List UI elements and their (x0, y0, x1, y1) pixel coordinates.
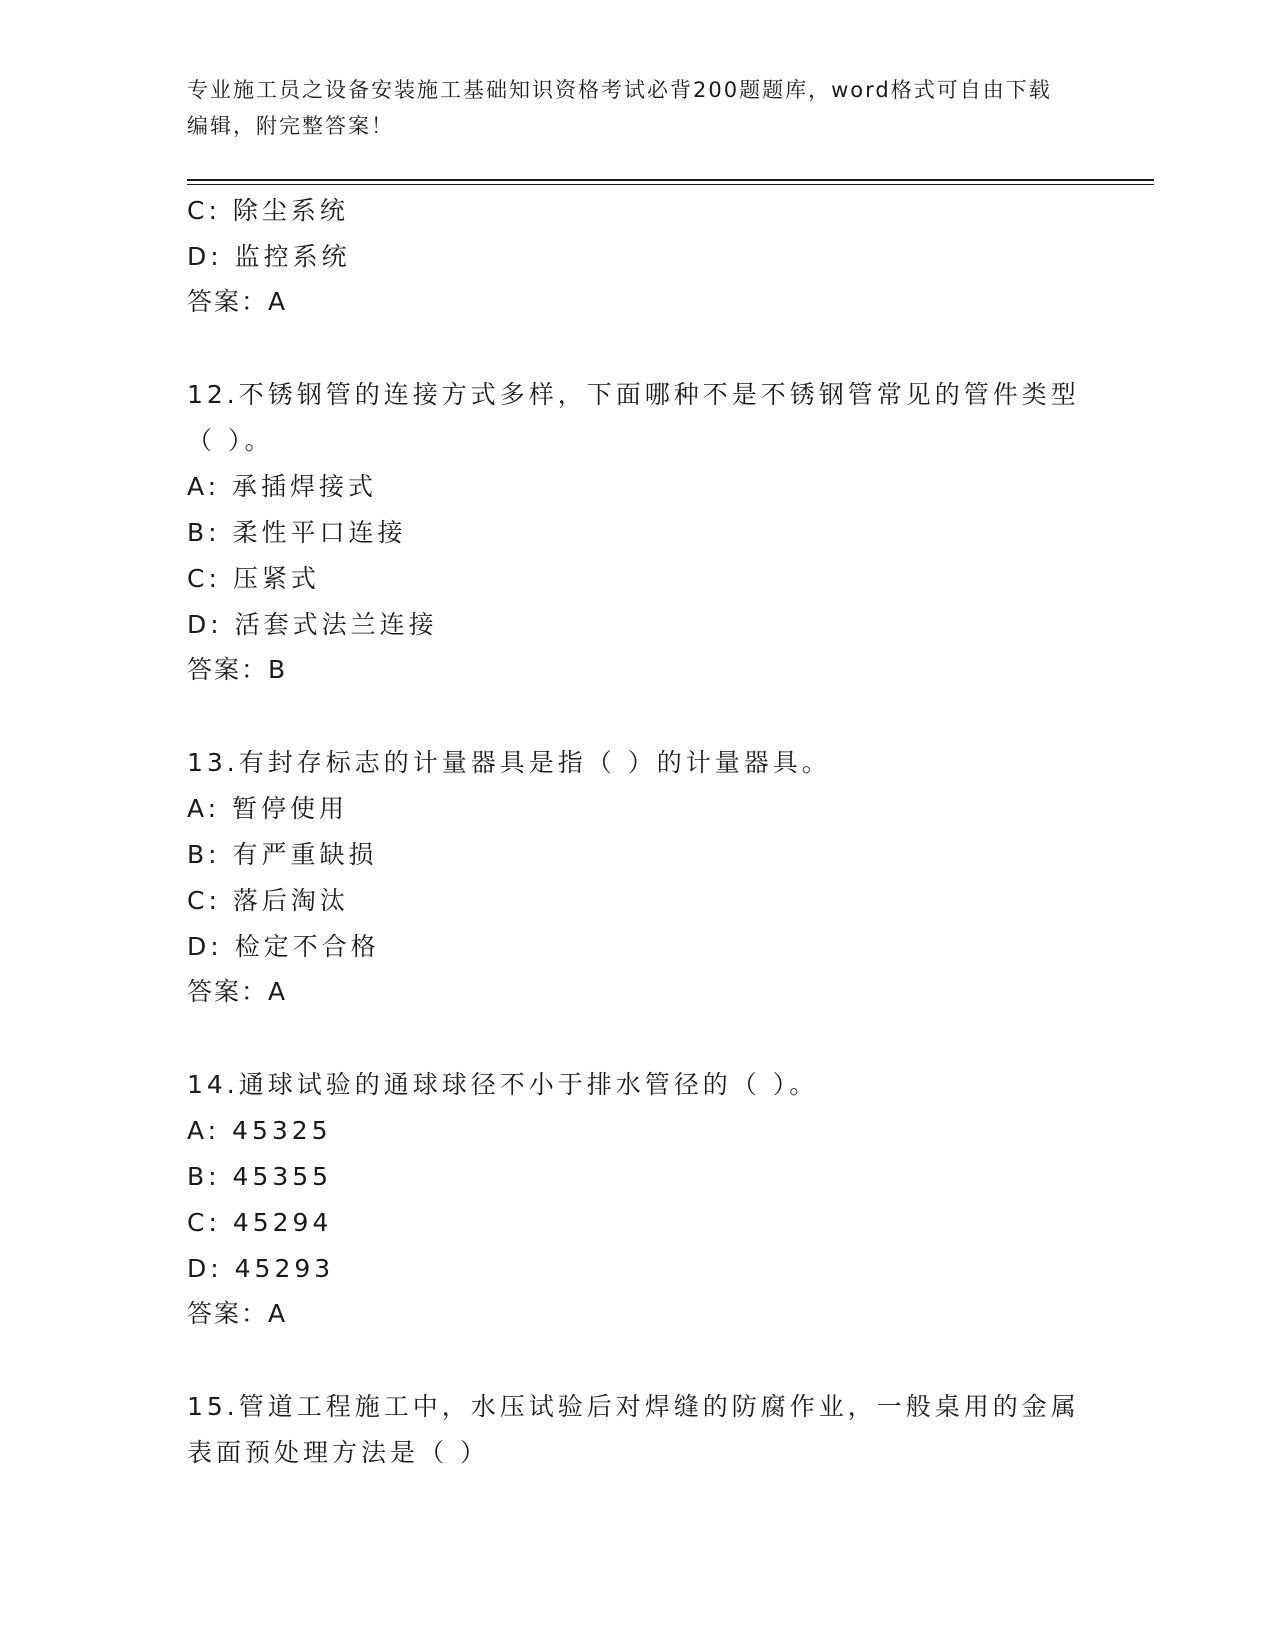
question-stem: 14.通球试验的通球球径不小于排水管径的（ ）。 (187, 1070, 819, 1099)
option-text: 活套式法兰连接 (234, 610, 438, 639)
option-text: 45355 (232, 1162, 333, 1191)
option-text: 45294 (232, 1208, 333, 1237)
answer-line: 答案：A (187, 1299, 288, 1328)
option-label: C: (187, 1208, 221, 1237)
option-label: D: (187, 610, 223, 639)
option-label: A: (187, 1116, 221, 1145)
header-divider-thick (187, 179, 1154, 181)
option-text: 柔性平口连接 (232, 518, 407, 547)
option-label: B: (187, 840, 221, 869)
option-text: 除尘系统 (232, 196, 349, 225)
option-c (187, 556, 1087, 602)
option-d (187, 1246, 1087, 1292)
question-stem: 15.管道工程施工中，水压试验后对焊缝的防腐作业，一般桌用的金属表面预处理方法是（ ） (187, 1392, 1080, 1467)
option-b (187, 832, 1087, 878)
option-label: B: (187, 1162, 221, 1191)
question-content (187, 188, 1087, 1476)
option-text: 检定不合格 (234, 932, 380, 961)
option-label: A: (187, 794, 221, 823)
option-c (187, 1200, 1087, 1246)
option-text: 监控系统 (234, 242, 351, 271)
answer-line: 答案：B (187, 655, 288, 684)
option-text: 承插焊接式 (232, 472, 378, 501)
option-label: C: (187, 196, 221, 225)
option-b (187, 510, 1087, 556)
option-a (187, 464, 1087, 510)
option-text: 落后淘汰 (232, 886, 349, 915)
option-label: D: (187, 1254, 223, 1283)
document-header: 专业施工员之设备安装施工基础知识资格考试必背200题题库，word格式可自由下载编辑，附完整答案！ (187, 78, 1052, 138)
option-text: 45293 (234, 1254, 335, 1283)
option-d (187, 602, 1087, 648)
option-label: D: (187, 932, 223, 961)
option-d (187, 234, 1087, 280)
header-divider-thin (187, 184, 1154, 185)
question-stem: 13.有封存标志的计量器具是指（ ）的计量器具。 (187, 748, 831, 777)
option-a (187, 786, 1087, 832)
option-label: A: (187, 472, 221, 501)
option-label: B: (187, 518, 221, 547)
option-b (187, 1154, 1087, 1200)
option-label: C: (187, 564, 221, 593)
option-c (187, 878, 1087, 924)
option-text: 45325 (232, 1116, 332, 1145)
option-text: 压紧式 (232, 564, 320, 593)
option-label: D: (187, 242, 223, 271)
option-text: 有严重缺损 (232, 840, 378, 869)
answer-line: 答案：A (187, 287, 288, 316)
option-label: C: (187, 886, 221, 915)
option-d (187, 924, 1087, 970)
option-a (187, 1108, 1087, 1154)
question-stem: 12.不锈钢管的连接方式多样，下面哪种不是不锈钢管常见的管件类型（ ）。 (187, 380, 1080, 455)
option-c (187, 188, 1087, 234)
option-text: 暂停使用 (232, 794, 349, 823)
answer-line: 答案：A (187, 977, 288, 1006)
